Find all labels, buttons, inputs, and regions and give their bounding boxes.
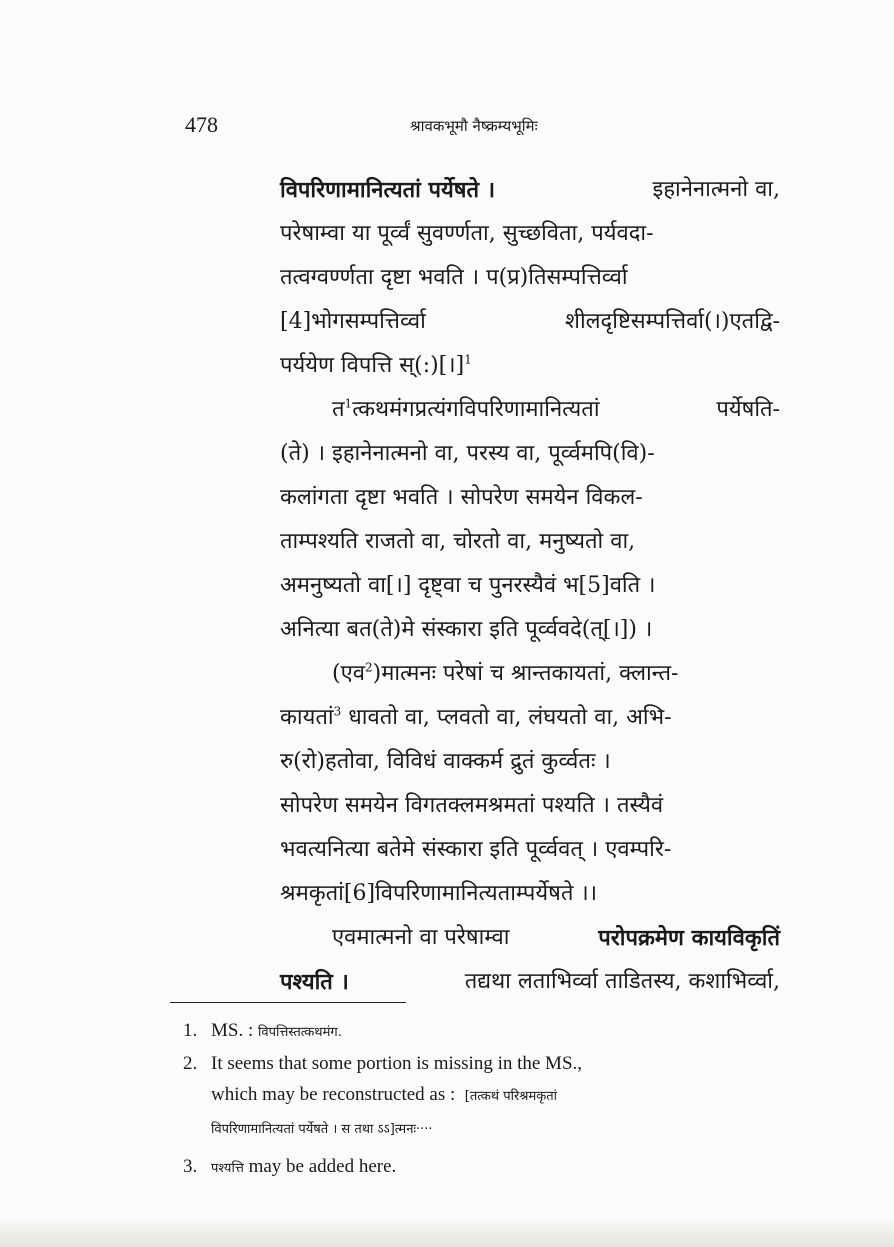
text: पर्येषति- — [716, 397, 780, 422]
footnote-marker: 1 — [344, 396, 353, 411]
text-line — [280, 168, 780, 212]
text: अमनुष्यतो वा[।] दृष्ट्वा च पुनरस्यैवं भ[5]वति । — [280, 573, 656, 598]
text-segment — [280, 432, 655, 476]
text-line — [280, 388, 780, 432]
text-line — [280, 212, 780, 256]
text: तद्यथा लताभिर्व्वा ताडितस्य, कशाभिर्व्वा, — [464, 969, 780, 994]
text-segment — [332, 916, 516, 960]
footnote-text: MS. : — [211, 1020, 254, 1041]
footnote-marker: 2 — [364, 660, 373, 675]
text: कायतां — [280, 705, 334, 730]
text: [4]भोगसम्पत्तिर्व्वा — [280, 309, 426, 334]
text: भवत्यनित्या बतेमे संस्कारा इति पूर्व्ववत् । एवम्परि- — [280, 837, 672, 862]
paragraph — [280, 916, 780, 1004]
text-segment — [332, 652, 678, 696]
text-line — [280, 740, 780, 784]
text: इहानेनात्मनो वा, — [652, 177, 780, 202]
footnote-devanagari: [तत्कथं परिश्रमकृतां — [464, 1089, 558, 1104]
text-line — [280, 564, 780, 608]
text: ताम्पश्यति राजतो वा, चोरतो वा, मनुष्यतो वा, — [280, 529, 636, 554]
text-line — [280, 300, 780, 344]
text-segment — [280, 256, 628, 300]
paragraph — [280, 168, 780, 388]
text-line — [280, 784, 780, 828]
text-line — [280, 872, 780, 916]
text-segment — [280, 300, 426, 344]
text-line — [280, 476, 780, 520]
text-segment — [280, 212, 654, 256]
text: शीलदृष्टिसम्पत्तिर्वा(।)एतद्वि- — [564, 309, 780, 334]
text-segment — [280, 608, 652, 652]
text: एवमात्मनो वा परेषाम्वा — [332, 925, 517, 950]
text-line — [280, 828, 780, 872]
text: त — [332, 397, 345, 422]
paragraph — [280, 652, 780, 916]
footnote-devanagari: विपरिणामानित्यतां पर्येषते । स तथा ऽऽ]त्मनः···· — [211, 1122, 433, 1137]
text: रु(रो)हतोवा, विविधं वाक्कर्म द्रुतं कुर्व्वतः । — [280, 749, 611, 774]
footnote-devanagari: पश्यत्ति — [211, 1161, 244, 1176]
footnote-devanagari: विपत्तिस्तत्कथमंग. — [258, 1025, 342, 1040]
page-number: 478 — [185, 112, 218, 137]
text: श्रमकृतां[6]विपरिणामानित्यताम्पर्येषते ।। — [280, 881, 598, 906]
footnote-marker: 3 — [333, 704, 342, 719]
text: धावतो वा, प्लवतो वा, लंघयतो वा, अभि- — [341, 705, 672, 730]
text-line — [280, 916, 780, 960]
running-head: श्रावकभूमौ नैष्क्रम्यभूमिः — [410, 117, 538, 135]
paragraph — [280, 388, 780, 652]
text: अनित्या बत(ते)मे संस्कारा इति पूर्व्ववदे(त्[।]) । — [280, 617, 653, 642]
text-line — [280, 652, 780, 696]
text-line — [280, 960, 780, 1004]
text-line — [280, 432, 780, 476]
text-segment — [716, 388, 780, 432]
text-segment — [598, 916, 780, 960]
footnote-marker: 1 — [464, 352, 472, 367]
bold-text: पश्यति । — [280, 969, 349, 995]
footnote-rule — [170, 1002, 406, 1003]
text-segment — [280, 784, 663, 828]
text: (ते) । इहानेनात्मनो वा, परस्य वा, पूर्व्वमपि(वि)- — [280, 441, 655, 466]
text-segment — [653, 168, 780, 212]
footnote-text: may be added here. — [248, 1156, 397, 1177]
footnote-2 — [183, 1048, 783, 1145]
text-line — [280, 696, 780, 740]
text-segment — [280, 476, 643, 520]
footnote-number: 2. — [183, 1053, 198, 1074]
text-segment — [280, 520, 635, 564]
text-segment — [280, 872, 597, 916]
text-segment — [280, 960, 349, 1004]
text: त्कथमंगप्रत्यंगविपरिणामानित्यतां — [352, 397, 600, 422]
text-segment — [280, 564, 656, 608]
text-line — [280, 256, 780, 300]
main-text — [280, 168, 780, 1004]
text-segment — [280, 696, 672, 740]
text: पर्ययेण विपत्ति स्(:)[।] — [280, 353, 465, 378]
text-line — [280, 344, 780, 388]
footnote-number: 3. — [183, 1156, 198, 1177]
footnote-3 — [183, 1151, 783, 1184]
text: परेषाम्वा या पूर्व्वं सुवर्ण्णता, सुच्छविता, पर्यवदा- — [280, 221, 654, 246]
text: कलांगता दृष्टा भवति । सोपरेण समयेन विकल- — [280, 485, 643, 510]
text-segment — [280, 828, 671, 872]
footnote-1 — [183, 1015, 783, 1048]
bold-text: विपरिणामानित्यतां पर्येषते । — [280, 177, 496, 203]
footnote-text: It seems that some portion is missing in the MS., — [211, 1053, 583, 1074]
text-segment — [280, 344, 472, 388]
text-segment — [280, 740, 611, 784]
text: सोपरेण समयेन विगतक्लमश्रमतां पश्यति । तस्यैवं — [280, 793, 664, 818]
footnotes — [183, 1015, 783, 1184]
footnote-number: 1. — [183, 1020, 198, 1041]
text-segment — [332, 388, 600, 432]
text-line — [280, 608, 780, 652]
text: )मात्मनः परेषां च श्रान्तकायतां, क्लान्त- — [372, 661, 679, 686]
page-edge-shadow — [0, 1217, 894, 1247]
text-segment — [565, 300, 780, 344]
bold-text: परोपक्रमेण कायविकृतिं — [598, 925, 780, 951]
text-line — [280, 520, 780, 564]
text: तत्वग्वर्ण्णता दृष्टा भवति । प(प्र)तिसम्पत्तिर्व्वा — [280, 265, 628, 290]
footnote-text: which may be reconstructed as : — [211, 1084, 456, 1105]
text-segment — [280, 168, 495, 212]
text: (एव — [332, 661, 365, 686]
text-segment — [465, 960, 780, 1004]
